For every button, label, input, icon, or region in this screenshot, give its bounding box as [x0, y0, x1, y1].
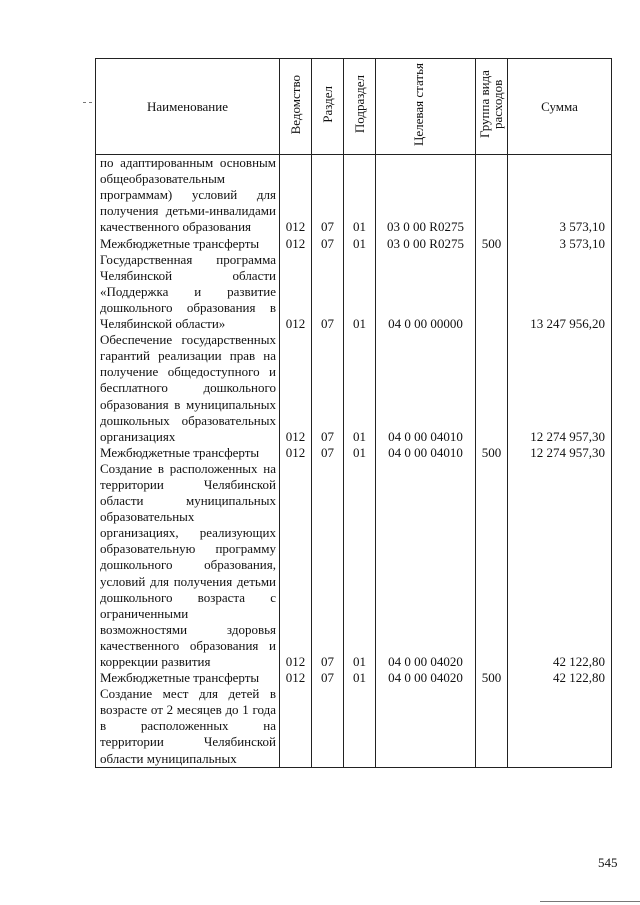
- header-section: Раздел: [312, 59, 344, 155]
- row-name: по адаптированным основным общеобразовательным программам) условий для получения детьми-инвалидами качественного образования: [96, 155, 280, 236]
- budget-table: [95, 58, 612, 768]
- row-department: 012: [280, 670, 312, 686]
- header-target-article: Целевая статья: [376, 59, 476, 155]
- margin-mark: [83, 102, 86, 103]
- header-department: Ведомство: [280, 59, 312, 155]
- header-name: Наименование: [96, 59, 280, 155]
- row-expense-group: [476, 461, 508, 670]
- row-subsection: 01: [344, 461, 376, 670]
- row-target-article: 04 0 00 04010: [376, 445, 476, 461]
- row-department: [280, 686, 312, 767]
- table-header-row: [96, 59, 612, 155]
- table-row: [96, 155, 612, 236]
- row-target-article: 04 0 00 04010: [376, 332, 476, 445]
- row-expense-group: [476, 332, 508, 445]
- table-row: [96, 332, 612, 445]
- row-target-article: 03 0 00 R0275: [376, 236, 476, 252]
- row-amount: 3 573,10: [508, 155, 612, 236]
- row-amount: 3 573,10: [508, 236, 612, 252]
- row-department: 012: [280, 445, 312, 461]
- row-expense-group: 500: [476, 445, 508, 461]
- row-name: Создание в расположенных на территории Челябинской области муниципальных образовательных организациях, реализующих образовательную программу дошкольного образования, условий для получения детьми дошкольного возраста с ограниченными возможностями здоровья качественного образования и коррекции развития: [96, 461, 280, 670]
- row-name: Межбюджетные трансферты: [96, 445, 280, 461]
- row-subsection: 01: [344, 252, 376, 332]
- row-section: 07: [312, 445, 344, 461]
- row-department: 012: [280, 252, 312, 332]
- row-department: 012: [280, 236, 312, 252]
- table-row: [96, 236, 612, 252]
- row-subsection: 01: [344, 670, 376, 686]
- row-amount: [508, 686, 612, 767]
- row-subsection: 01: [344, 332, 376, 445]
- row-name: Межбюджетные трансферты: [96, 236, 280, 252]
- row-expense-group: 500: [476, 670, 508, 686]
- row-name: Создание мест для детей в возрасте от 2 месяцев до 1 года в расположенных на территории Челябинской области муниципальных: [96, 686, 280, 767]
- row-section: 07: [312, 461, 344, 670]
- row-amount: 42 122,80: [508, 670, 612, 686]
- row-name: Обеспечение государственных гарантий реализации прав на получение общедоступного и бесплатного дошкольного образования в муниципальных дошкольных образовательных организациях: [96, 332, 280, 445]
- row-name: Межбюджетные трансферты: [96, 670, 280, 686]
- row-section: [312, 686, 344, 767]
- margin-mark: [89, 102, 92, 103]
- row-department: 012: [280, 332, 312, 445]
- row-target-article: 03 0 00 R0275: [376, 155, 476, 236]
- table-row: [96, 461, 612, 670]
- row-amount: 12 274 957,30: [508, 332, 612, 445]
- row-subsection: 01: [344, 236, 376, 252]
- table-row: [96, 686, 612, 767]
- row-name: Государственная программа Челябинской области «Поддержка и развитие дошкольного образования в Челябинской области»: [96, 252, 280, 332]
- row-section: 07: [312, 236, 344, 252]
- row-amount: 42 122,80: [508, 461, 612, 670]
- row-amount: 13 247 956,20: [508, 252, 612, 332]
- row-department: 012: [280, 461, 312, 670]
- row-section: 07: [312, 670, 344, 686]
- row-amount: 12 274 957,30: [508, 445, 612, 461]
- page-number: 545: [598, 855, 618, 870]
- row-section: 07: [312, 155, 344, 236]
- row-subsection: [344, 686, 376, 767]
- header-expense-group: Группа вида расходов: [476, 59, 508, 155]
- row-target-article: 04 0 00 00000: [376, 252, 476, 332]
- row-expense-group: [476, 686, 508, 767]
- row-expense-group: [476, 155, 508, 236]
- row-target-article: 04 0 00 04020: [376, 670, 476, 686]
- row-target-article: 04 0 00 04020: [376, 461, 476, 670]
- header-amount: Сумма: [508, 59, 612, 155]
- row-target-article: [376, 686, 476, 767]
- row-section: 07: [312, 252, 344, 332]
- row-department: 012: [280, 155, 312, 236]
- row-expense-group: [476, 252, 508, 332]
- row-expense-group: 500: [476, 236, 508, 252]
- header-subsection: Подраздел: [344, 59, 376, 155]
- table-row: [96, 670, 612, 686]
- table-row: [96, 252, 612, 332]
- row-subsection: 01: [344, 445, 376, 461]
- table-row: [96, 445, 612, 461]
- row-subsection: 01: [344, 155, 376, 236]
- row-section: 07: [312, 332, 344, 445]
- footer-line: [540, 901, 640, 902]
